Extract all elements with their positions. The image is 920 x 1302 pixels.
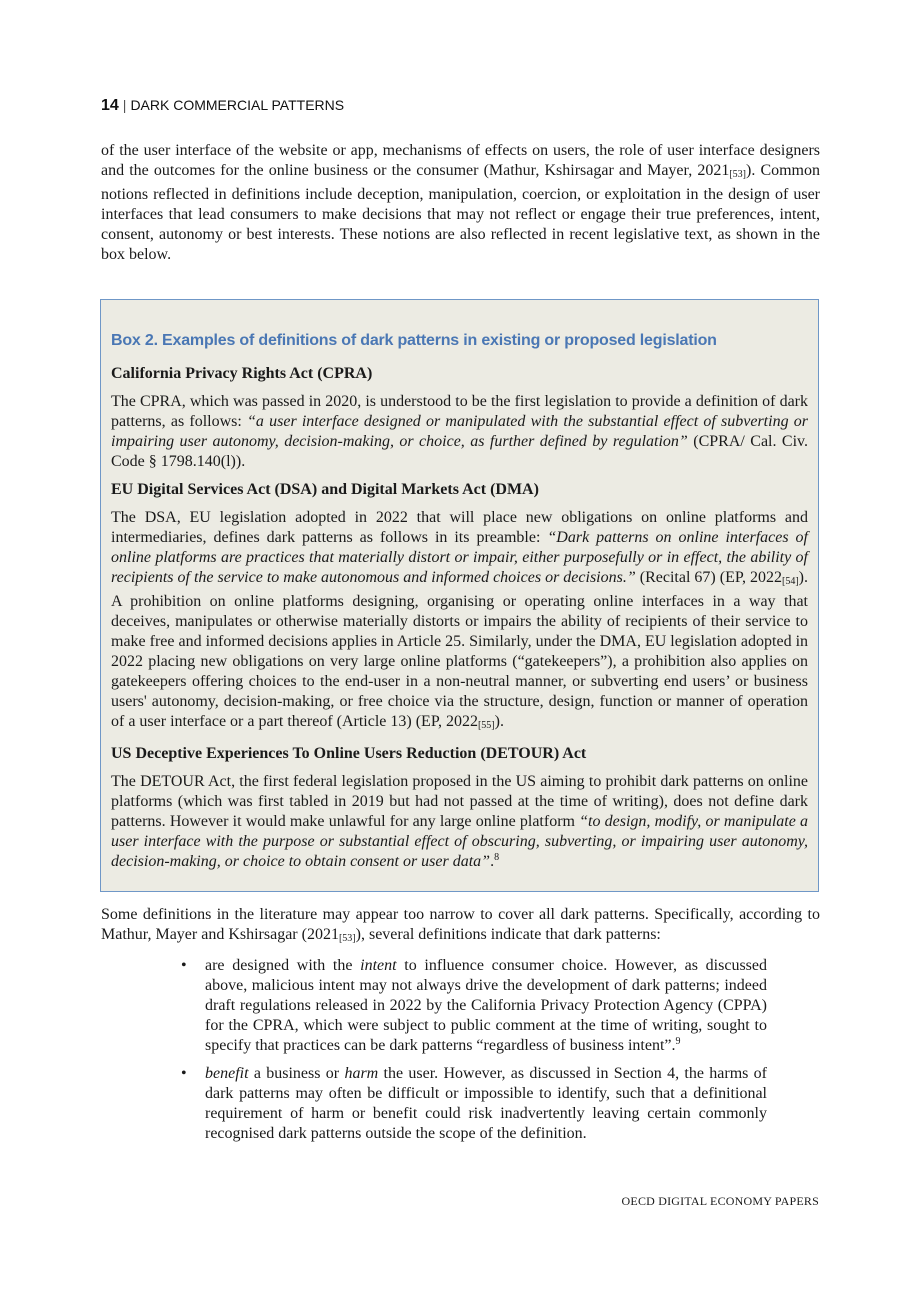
detour-quote: “to design, modify, or manipulate a user interface with the purpose or substantial effect of obscuring, subverting, or impairing user autonomy, decision-making, or choice to obtain consent or user data” xyxy=(111,813,809,870)
definition-criteria-list xyxy=(181,956,767,1152)
dsa-quote: “Dark patterns on online interfaces of online platforms are practices that materially distort or impair, either purposefully or in effect, the ability of recipients of the service to make autonomous and informed choices or decisions.” xyxy=(111,529,808,586)
reference-link[interactable]: [54] xyxy=(782,576,799,587)
bullet-icon: • xyxy=(181,957,187,974)
page-number: 14 xyxy=(101,97,119,114)
followup-text-2: ), several definitions indicate that dark patterns: xyxy=(355,926,661,943)
reference-link[interactable]: [53] xyxy=(338,933,356,944)
followup-text-1: Some definitions in the literature may appear too narrow to cover all dark patterns. Specifically, according to Mathur, Mayer and Kshirsagar (2021 xyxy=(101,906,820,943)
dsa-text-2: (Recital 67) (EP, 2022 xyxy=(635,569,782,586)
list-emphasis: harm xyxy=(344,1065,379,1082)
cpra-text-1: The CPRA, which was passed in 2020, is understood to be the first legislation to provide a definition of dark patterns, as follows: xyxy=(111,393,808,430)
section-heading-cpra: California Privacy Rights Act (CPRA) xyxy=(111,365,373,382)
dsa-text-1: The DSA, EU legislation adopted in 2022 that will place new obligations on online platforms and intermediaries, defines dark patterns as follows in its preamble: xyxy=(111,509,808,546)
dsa-text-4: ). xyxy=(494,713,504,730)
list-item xyxy=(181,956,767,1056)
reference-link[interactable]: [53] xyxy=(729,169,746,180)
reference-link[interactable]: [55] xyxy=(477,720,495,731)
list-text: to influence consumer choice. However, as discussed above, malicious intent may not always drive the development of dark patterns; indeed draft regulations released in 2022 by the California Privacy Protection Agency (CPPA) for the CPRA, which were subject to public comment at the time of writing, sought to specify that practices can be dark patterns “regardless of business intent”. xyxy=(205,957,767,1054)
section-heading-dsa-dma: EU Digital Services Act (DSA) and Digital Markets Act (DMA) xyxy=(111,481,539,498)
detour-text-1: The DETOUR Act, the first federal legislation proposed in the US aiming to prohibit dark patterns on online platforms (which was first tabled in 2019 but had not passed at the time of writing), does not define dark patterns. However it would make unlawful for any large online platform xyxy=(111,773,808,830)
header-title: DARK COMMERCIAL PATTERNS xyxy=(130,97,345,113)
intro-paragraph xyxy=(101,141,820,265)
cpra-text-2: (CPRA/ Cal. Civ. Code § 1798.140(l)). xyxy=(111,433,809,470)
list-emphasis: intent xyxy=(360,957,397,974)
list-emphasis: benefit xyxy=(205,1065,249,1082)
bullet-icon: • xyxy=(181,1065,187,1082)
running-footer: OECD DIGITAL ECONOMY PAPERS xyxy=(621,1194,819,1208)
running-header xyxy=(101,97,344,115)
followup-paragraph xyxy=(101,905,820,949)
footnote-marker[interactable]: 9 xyxy=(675,1036,681,1047)
list-item xyxy=(181,1064,767,1144)
list-text: the user. However, as discussed in Section 4, the harms of dark patterns may often be difficult or impossible to identify, such that a definitional requirement of harm or benefit could risk inadvertently leaving certain commonly recognised dark patterns outside the scope of the definition. xyxy=(205,1065,768,1142)
box-title: Box 2. Examples of definitions of dark patterns in existing or proposed legislation xyxy=(111,332,717,349)
cpra-paragraph xyxy=(111,392,808,472)
intro-text-2: ). Common notions reflected in definitions include deception, manipulation, coercion, or exploitation in the design of user interfaces that lead consumers to make decisions that may not reflect or engage their true preferences, intent, consent, autonomy or best interests. These notions are also reflected in recent legislative text, as shown in the box below. xyxy=(101,162,820,263)
footnote-marker[interactable]: 8 xyxy=(494,852,500,863)
section-heading-detour: US Deceptive Experiences To Online Users Reduction (DETOUR) Act xyxy=(111,745,587,762)
detour-text-2: . xyxy=(490,853,495,870)
list-text: are designed with the xyxy=(205,957,361,974)
definitions-box xyxy=(100,299,819,892)
dsa-dma-paragraph xyxy=(111,508,808,736)
header-separator: | xyxy=(122,97,127,113)
cpra-quote: “a user interface designed or manipulated with the substantial effect of subverting or impairing user autonomy, decision-making, or choice, as further defined by regulation” xyxy=(111,413,808,450)
intro-text-1: of the user interface of the website or app, mechanisms of effects on users, the role of user interface designers and the outcomes for the online business or the consumer (Mathur, Kshirsagar and Mayer, 2021 xyxy=(101,142,820,179)
detour-paragraph xyxy=(111,772,808,872)
list-text: a business or xyxy=(248,1065,345,1082)
dsa-text-3: ). A prohibition on online platforms designing, organising or operating online interfaces in a way that deceives, manipulates or otherwise materially distorts or impairs the ability of recipients of their service to make free and informed decisions applies in Article 25. Similarly, under the DMA, EU legislation adopted in 2022 placing new obligations on very large online platforms (“gatekeepers”), a prohibition also applies on gatekeepers offering choices to the end-user in a non-neutral manner, or subverting end users’ or business users' autonomy, decision-making, or free choice via the structure, design, function or manner of operation of a user interface or a part thereof (Article 13) (EP, 2022 xyxy=(111,569,809,730)
